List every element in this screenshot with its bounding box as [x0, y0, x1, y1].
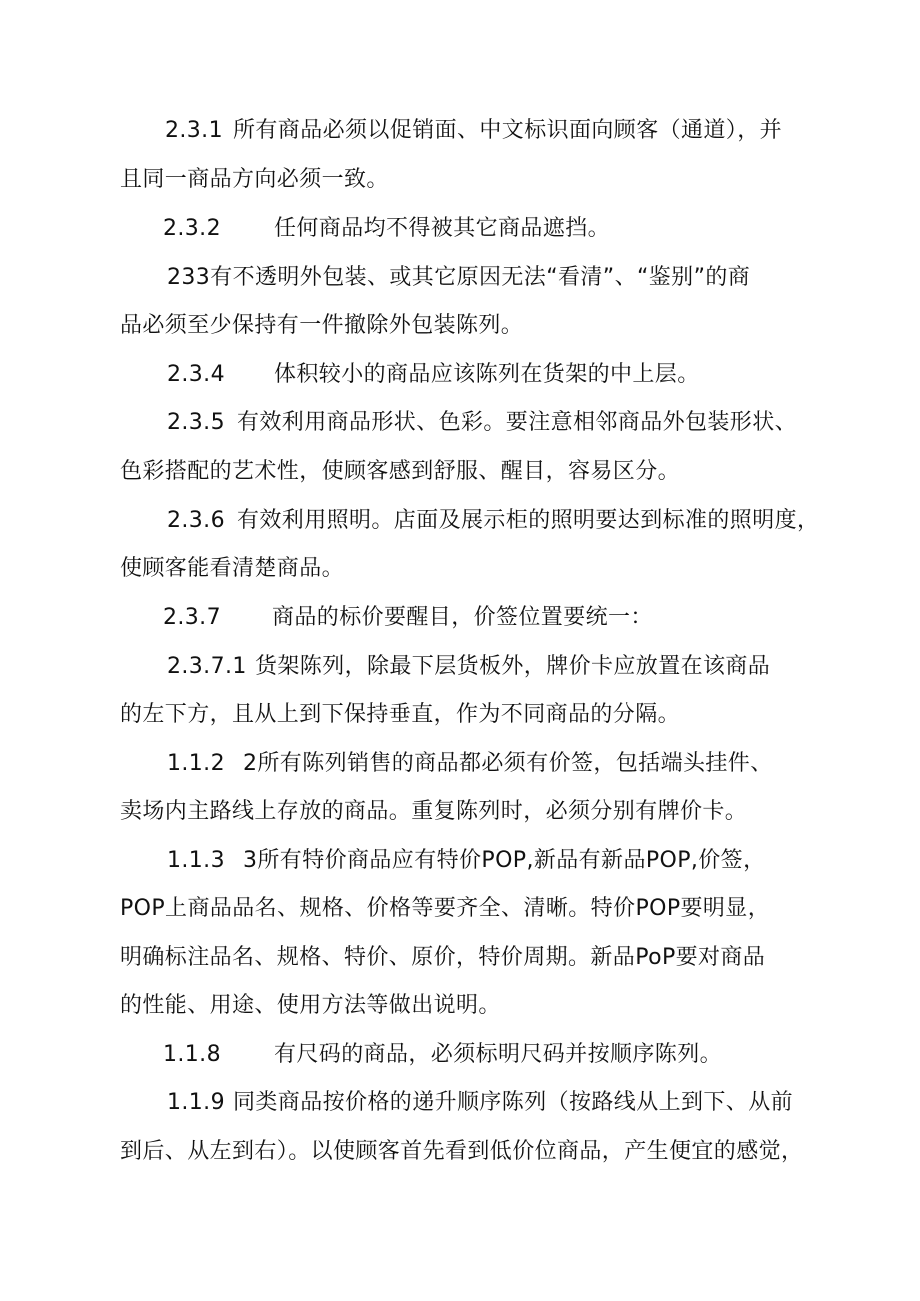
clause-text: 货架陈列，除最下层货板外，牌价卡应放置在该商品: [255, 654, 771, 679]
clause-text: 商品的标价要醒目，价签位置要统一：: [272, 605, 653, 630]
clause-1-1-3-line-1: [167, 846, 765, 876]
clause-2-3-7-1-line-1: [167, 652, 770, 682]
clause-text: 使顾客能看清楚商品。: [120, 556, 345, 581]
clause-text: 233有不透明外包装、或其它原因无法“看清”、“鉴别”的商: [167, 265, 751, 290]
clause-text: 2所有陈列销售的商品都必须有价签，包括端头挂件、: [243, 751, 773, 776]
clause-text: 有尺码的商品，必须标明尺码并按顺序陈列。: [274, 1042, 723, 1067]
clause-2-3-6-line-1: [167, 506, 819, 536]
clause-2-3-2-line-1: [163, 214, 610, 244]
clause-number: 2.3.7: [163, 605, 221, 630]
clause-text: 的性能、用途、使用方法等做出说明。: [120, 993, 501, 1018]
clause-1-1-3-line-4: [120, 991, 501, 1021]
clause-number: 2.3.1: [165, 118, 223, 143]
clause-1-1-3-line-2: [120, 894, 770, 924]
clause-text: 任何商品均不得被其它商品遮挡。: [274, 216, 611, 241]
clause-2-3-4-line-1: [167, 360, 700, 390]
clause-text: 体积较小的商品应该陈列在货架的中上层。: [274, 362, 700, 387]
clause-number: 1.1.2: [167, 751, 225, 776]
clause-text: 3所有特价商品应有特价POP,新品有新品POP,价签，: [243, 848, 766, 873]
clause-2-3-7-line-1: [163, 603, 653, 633]
clause-text: 品必须至少保持有一件撤除外包装陈列。: [120, 313, 524, 338]
clause-1-1-9-line-1: [167, 1088, 793, 1118]
clause-number: 2.3.4: [167, 362, 225, 387]
clause-text: 色彩搭配的艺术性，使顾客感到舒服、醒目，容易区分。: [120, 459, 681, 484]
clause-number: 2.3.5: [167, 410, 225, 435]
clause-number: 2.3.2: [163, 216, 221, 241]
clause-number: 2.3.7.1: [167, 654, 247, 679]
clause-2-3-3-line-1: [167, 263, 750, 293]
clause-2-3-5-line-1: [167, 408, 797, 438]
clause-2-3-3-line-2: [120, 311, 523, 341]
clause-2-3-1-line-1: [165, 116, 782, 146]
clause-text: 且同一商品方向必须一致。: [120, 167, 389, 192]
clause-1-1-2-line-1: [167, 749, 773, 779]
clause-text: 明确标注品名、规格、特价、原价，特价周期。新品PoP要对商品: [120, 945, 766, 970]
clause-2-3-7-1-line-2: [120, 700, 680, 730]
clause-text: 有效利用照明。店面及展示柜的照明要达到标准的照明度，: [237, 508, 820, 533]
clause-number: 1.1.8: [163, 1042, 221, 1067]
clause-1-1-9-line-2: [120, 1137, 803, 1167]
clause-text: 所有商品必须以促销面、中文标识面向顾客（通道），并: [233, 118, 783, 143]
clause-text: 到后、从左到右）。以使顾客首先看到低价位商品，产生便宜的感觉，: [120, 1139, 804, 1164]
clause-2-3-5-line-2: [120, 457, 680, 487]
clause-text: 有效利用商品形状、色彩。要注意相邻商品外包装形状、: [237, 410, 798, 435]
clause-text: POP上商品品名、规格、价格等要齐全、清晰。特价POP要明显，: [120, 896, 771, 921]
clause-2-3-6-line-2: [120, 554, 344, 584]
clause-text: 卖场内主路线上存放的商品。重复陈列时，必须分别有牌价卡。: [120, 799, 748, 824]
clause-number: 2.3.6: [167, 508, 225, 533]
clause-number: 1.1.3: [167, 848, 225, 873]
clause-1-1-2-line-2: [120, 797, 747, 827]
clause-text: 同类商品按价格的递升顺序陈列（按路线从上到下、从前: [233, 1090, 794, 1115]
clause-2-3-1-line-2: [120, 165, 389, 195]
clause-number: 1.1.9: [167, 1090, 225, 1115]
clause-text: 的左下方，且从上到下保持垂直，作为不同商品的分隔。: [120, 702, 681, 727]
clause-1-1-3-line-3: [120, 943, 765, 973]
clause-1-1-8-line-1: [163, 1040, 722, 1070]
